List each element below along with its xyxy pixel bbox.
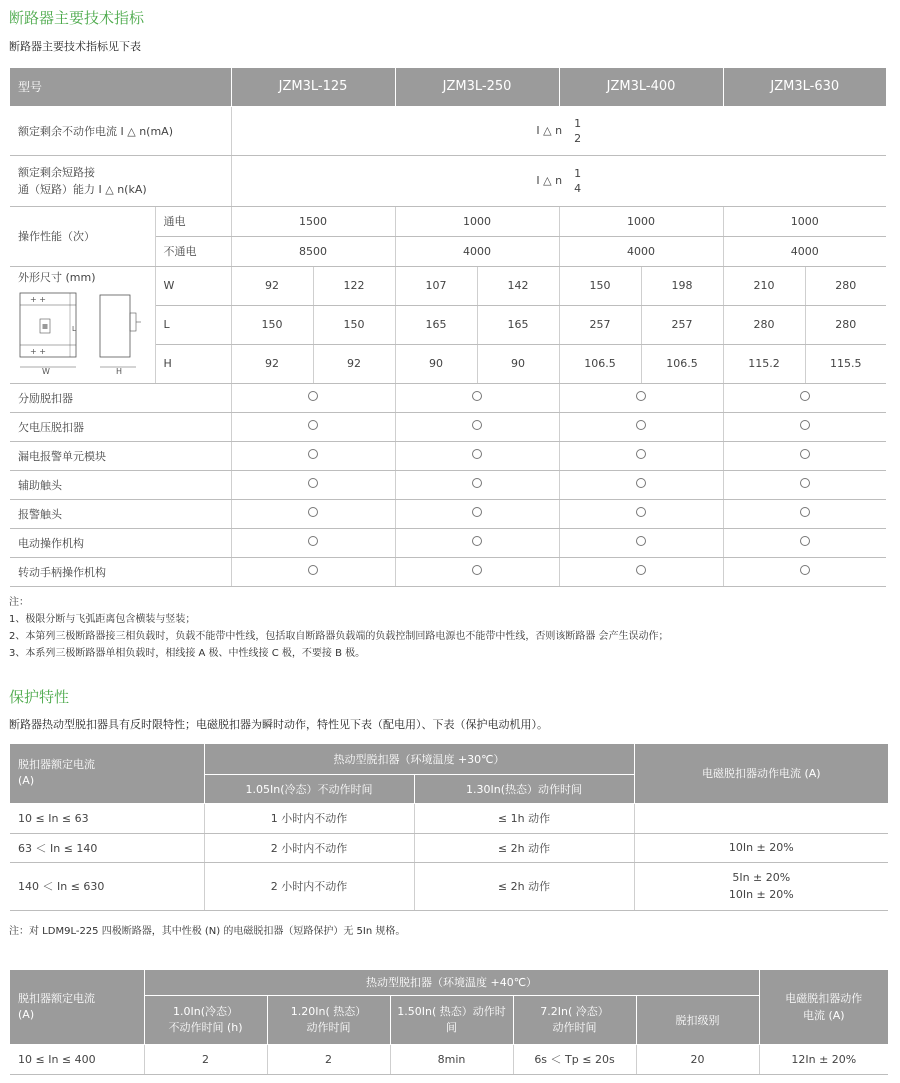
dim-h-value: 106.5 <box>641 344 723 383</box>
circle-icon <box>308 507 318 517</box>
section-title-specs: 断路器主要技术指标 <box>9 9 145 27</box>
accessory-available-icon <box>231 412 395 441</box>
magnetic-line1: 5In ± 20% <box>732 871 791 884</box>
accessory-row <box>10 557 886 586</box>
header-model: 型号 <box>10 68 231 106</box>
circle-icon <box>472 391 482 401</box>
dim-w-value: 92 <box>231 266 313 305</box>
accessory-available-icon <box>723 557 886 586</box>
deenergized-value: 4000 <box>559 236 723 266</box>
accessory-row <box>10 441 886 470</box>
dim-w-value: 280 <box>805 266 886 305</box>
t3-header-sub: 1.0In(冷态） 不动作时间 (h) <box>144 995 267 1044</box>
accessory-row <box>10 470 886 499</box>
accessory-available-icon <box>395 470 559 499</box>
circle-icon <box>636 420 646 430</box>
value-residual-short-circuit <box>231 155 886 206</box>
t2-magnetic <box>634 862 888 910</box>
energized-value: 1000 <box>723 206 886 236</box>
specs-table <box>10 68 886 587</box>
t2-range: 63 ＜ In ≤ 140 <box>10 833 204 862</box>
label-residual-short-circuit <box>10 155 231 206</box>
section-subtitle-specs: 断路器主要技术指标见下表 <box>9 40 141 53</box>
accessory-available-icon <box>723 470 886 499</box>
circle-icon <box>636 449 646 459</box>
frac-top: 1 <box>574 166 582 180</box>
accessory-available-icon <box>723 412 886 441</box>
t3-header-sub: 7.2In( 冷态） 动作时间 <box>513 995 636 1044</box>
deenergized-value: 4000 <box>395 236 559 266</box>
header-line2: 电流 (A) <box>802 1008 845 1022</box>
accessory-label: 报警触头 <box>10 499 231 528</box>
t3-header-rated-current <box>10 970 144 1044</box>
dim-h-value: 92 <box>313 344 395 383</box>
breaker-dimension-diagram <box>18 291 150 375</box>
accessory-row <box>10 412 886 441</box>
t3-header-sub: 1.50In( 热态）动作时 间 <box>390 995 513 1044</box>
note-line: 2、本第列三极断路器接三相负载时，负载不能带中性线，包括取自断路器负载端的负载控制回路电源也不能带中性线，否则该断路器 会产生误动作； <box>9 631 669 642</box>
t3-value: 2 <box>267 1044 390 1074</box>
t2-header-magnetic: 电磁脱扣器动作电流 (A) <box>634 744 888 803</box>
energized-value: 1000 <box>395 206 559 236</box>
t2-hot-time: ≤ 2h 动作 <box>414 862 634 910</box>
dim-w-value: 198 <box>641 266 723 305</box>
diagram-l-label: L <box>72 324 76 333</box>
dim-h-value: 106.5 <box>559 344 641 383</box>
accessory-label: 辅助触头 <box>10 470 231 499</box>
accessory-available-icon <box>559 528 723 557</box>
note-line: 注： <box>9 597 29 608</box>
dim-h-value: 90 <box>395 344 477 383</box>
accessory-available-icon <box>559 412 723 441</box>
circle-icon <box>636 565 646 575</box>
t3-range: 10 ≤ In ≤ 400 <box>10 1044 144 1074</box>
label-deenergized: 不通电 <box>155 236 231 266</box>
circle-icon <box>800 536 810 546</box>
dim-w-value: 210 <box>723 266 805 305</box>
circle-icon <box>472 507 482 517</box>
circle-icon <box>472 565 482 575</box>
dim-label-h: H <box>155 344 231 383</box>
delta-symbol: I △ n <box>536 173 563 187</box>
t3-magnetic: 12In ± 20% <box>759 1044 888 1074</box>
dim-w-value: 142 <box>477 266 559 305</box>
section-title-protection: 保护特性 <box>9 688 70 706</box>
label-residual-non-operating: 额定剩余不动作电流 I △ n(mA) <box>10 106 231 155</box>
deenergized-value: 8500 <box>231 236 395 266</box>
circle-icon <box>308 449 318 459</box>
dim-l-value: 280 <box>805 305 886 344</box>
protection-table-distribution <box>10 744 888 911</box>
t2-header-thermal: 热动型脱扣器（环境温度 +30℃） <box>204 744 634 774</box>
accessory-available-icon <box>395 441 559 470</box>
section-subtitle-protection: 断路器热动型脱扣器具有反时限特性；电磁脱扣器为瞬时动作，特性见下表（配电用）、下表（保护电动机用）。 <box>9 718 548 731</box>
accessory-available-icon <box>723 528 886 557</box>
t3-value: 2 <box>144 1044 267 1074</box>
accessory-available-icon <box>395 557 559 586</box>
dim-h-value: 92 <box>231 344 313 383</box>
dim-h-value: 115.5 <box>805 344 886 383</box>
circle-icon <box>472 478 482 488</box>
header-jzm3l-125: JZM3L-125 <box>231 68 395 106</box>
value-residual-non-operating <box>231 106 886 155</box>
label-dimensions: 外形尺寸 (mm) <box>18 270 96 284</box>
t3-header-sub: 1.20In( 热态） 动作时间 <box>267 995 390 1044</box>
accessory-available-icon <box>395 528 559 557</box>
accessory-available-icon <box>231 470 395 499</box>
notes-block <box>9 594 669 662</box>
diagram-w-label: W <box>42 366 50 375</box>
t2-hot-time: ≤ 1h 动作 <box>414 803 634 833</box>
accessory-available-icon <box>231 383 395 412</box>
t2-range: 10 ≤ In ≤ 63 <box>10 803 204 833</box>
circle-icon <box>800 507 810 517</box>
t2-magnetic <box>634 803 888 833</box>
accessory-label: 转动手柄操作机构 <box>10 557 231 586</box>
accessory-label: 欠电压脱扣器 <box>10 412 231 441</box>
accessory-available-icon <box>559 499 723 528</box>
note-line: 3、本系列三极断路器单相负载时，相线接 A 极、中性线接 C 极，不要接 B 极。 <box>9 648 366 659</box>
circle-icon <box>800 565 810 575</box>
accessory-available-icon <box>395 499 559 528</box>
dim-label-w: W <box>155 266 231 305</box>
t2-cold-time: 1 小时内不动作 <box>204 803 414 833</box>
dim-h-value: 115.2 <box>723 344 805 383</box>
label-line2: 通（短路）能力 I △ n(kA) <box>18 182 147 196</box>
dim-l-value: 257 <box>559 305 641 344</box>
diagram-h-label: H <box>116 366 123 375</box>
magnetic-line2: 10In ± 20% <box>728 888 794 901</box>
accessory-available-icon <box>231 499 395 528</box>
accessory-available-icon <box>723 499 886 528</box>
circle-icon <box>308 536 318 546</box>
circle-icon <box>308 420 318 430</box>
accessory-row <box>10 528 886 557</box>
t2-cold-time: 2 小时内不动作 <box>204 833 414 862</box>
note-line: 1、极限分断与飞弧距离包含横装与竖装； <box>9 614 196 625</box>
circle-icon <box>308 565 318 575</box>
accessory-available-icon <box>559 470 723 499</box>
header-line1: 脱扣器额定电流 <box>18 991 95 1005</box>
dim-l-value: 165 <box>477 305 559 344</box>
header-line1: 脱扣器额定电流 <box>18 758 95 772</box>
energized-value: 1500 <box>231 206 395 236</box>
dim-w-value: 150 <box>559 266 641 305</box>
label-energized: 通电 <box>155 206 231 236</box>
t2-magnetic: 10In ± 20% <box>634 833 888 862</box>
frac-top: 1 <box>574 116 582 130</box>
deenergized-value: 4000 <box>723 236 886 266</box>
circle-icon <box>800 420 810 430</box>
header-jzm3l-250: JZM3L-250 <box>395 68 559 106</box>
label-operation: 操作性能（次） <box>10 206 155 266</box>
accessory-available-icon <box>395 412 559 441</box>
circle-icon <box>308 391 318 401</box>
accessory-available-icon <box>559 441 723 470</box>
t3-header-trip-class: 脱扣级别 <box>636 995 759 1044</box>
accessory-label: 电动操作机构 <box>10 528 231 557</box>
circle-icon <box>636 391 646 401</box>
header-line2: (A) <box>18 774 35 788</box>
accessory-label: 分励脱扣器 <box>10 383 231 412</box>
circle-icon <box>636 478 646 488</box>
dim-w-value: 122 <box>313 266 395 305</box>
label-line1: 额定剩余短路接 <box>18 165 95 179</box>
dim-l-value: 150 <box>313 305 395 344</box>
header-line2: (A) <box>18 1007 35 1021</box>
header-jzm3l-630: JZM3L-630 <box>723 68 886 106</box>
dimensions-cell <box>10 266 155 383</box>
dim-l-value: 150 <box>231 305 313 344</box>
t2-cold-time: 2 小时内不动作 <box>204 862 414 910</box>
accessory-available-icon <box>231 528 395 557</box>
t2-header-rated-current <box>10 744 204 803</box>
t3-header-magnetic <box>759 970 888 1044</box>
accessory-available-icon <box>231 557 395 586</box>
dim-label-l: L <box>155 305 231 344</box>
table2-note: 注：对 LDM9L-225 四极断路器，其中性极 (N) 的电磁脱扣器（短路保护）无 5In 规格。 <box>9 926 406 937</box>
accessory-available-icon <box>723 441 886 470</box>
plus-bottom-label: + + <box>30 346 46 356</box>
plus-top-label: + + <box>30 294 46 304</box>
header-line1: 电磁脱扣器动作 <box>785 991 863 1005</box>
circle-icon <box>800 391 810 401</box>
accessory-available-icon <box>723 383 886 412</box>
circle-icon <box>472 536 482 546</box>
dim-h-value: 90 <box>477 344 559 383</box>
header-jzm3l-400: JZM3L-400 <box>559 68 723 106</box>
circle-icon <box>636 536 646 546</box>
circle-icon <box>800 449 810 459</box>
accessory-row <box>10 383 886 412</box>
circle-icon <box>800 478 810 488</box>
dim-l-value: 257 <box>641 305 723 344</box>
circle-icon <box>636 507 646 517</box>
accessory-available-icon <box>559 557 723 586</box>
circle-icon <box>308 478 318 488</box>
t2-header-hot: 1.30In(热态）动作时间 <box>414 774 634 803</box>
frac-bottom: 2 <box>574 131 582 145</box>
t2-range: 140 ＜ In ≤ 630 <box>10 862 204 910</box>
accessory-label: 漏电报警单元模块 <box>10 441 231 470</box>
dim-l-value: 165 <box>395 305 477 344</box>
accessory-available-icon <box>231 441 395 470</box>
accessory-available-icon <box>559 383 723 412</box>
accessory-row <box>10 499 886 528</box>
t2-hot-time: ≤ 2h 动作 <box>414 833 634 862</box>
delta-symbol: I △ n <box>536 123 563 137</box>
t3-value: 6s ＜ Tp ≤ 20s <box>513 1044 636 1074</box>
energized-value: 1000 <box>559 206 723 236</box>
t3-value: 8min <box>390 1044 513 1074</box>
accessory-available-icon <box>395 383 559 412</box>
t3-value: 20 <box>636 1044 759 1074</box>
dim-w-value: 107 <box>395 266 477 305</box>
circle-icon <box>472 449 482 459</box>
circle-icon <box>472 420 482 430</box>
t3-header-thermal: 热动型脱扣器（环境温度 +40℃） <box>144 970 759 995</box>
t2-header-cold: 1.05In(冷态）不动作时间 <box>204 774 414 803</box>
protection-table-motor <box>10 970 888 1075</box>
dim-l-value: 280 <box>723 305 805 344</box>
frac-bottom: 4 <box>574 181 582 195</box>
